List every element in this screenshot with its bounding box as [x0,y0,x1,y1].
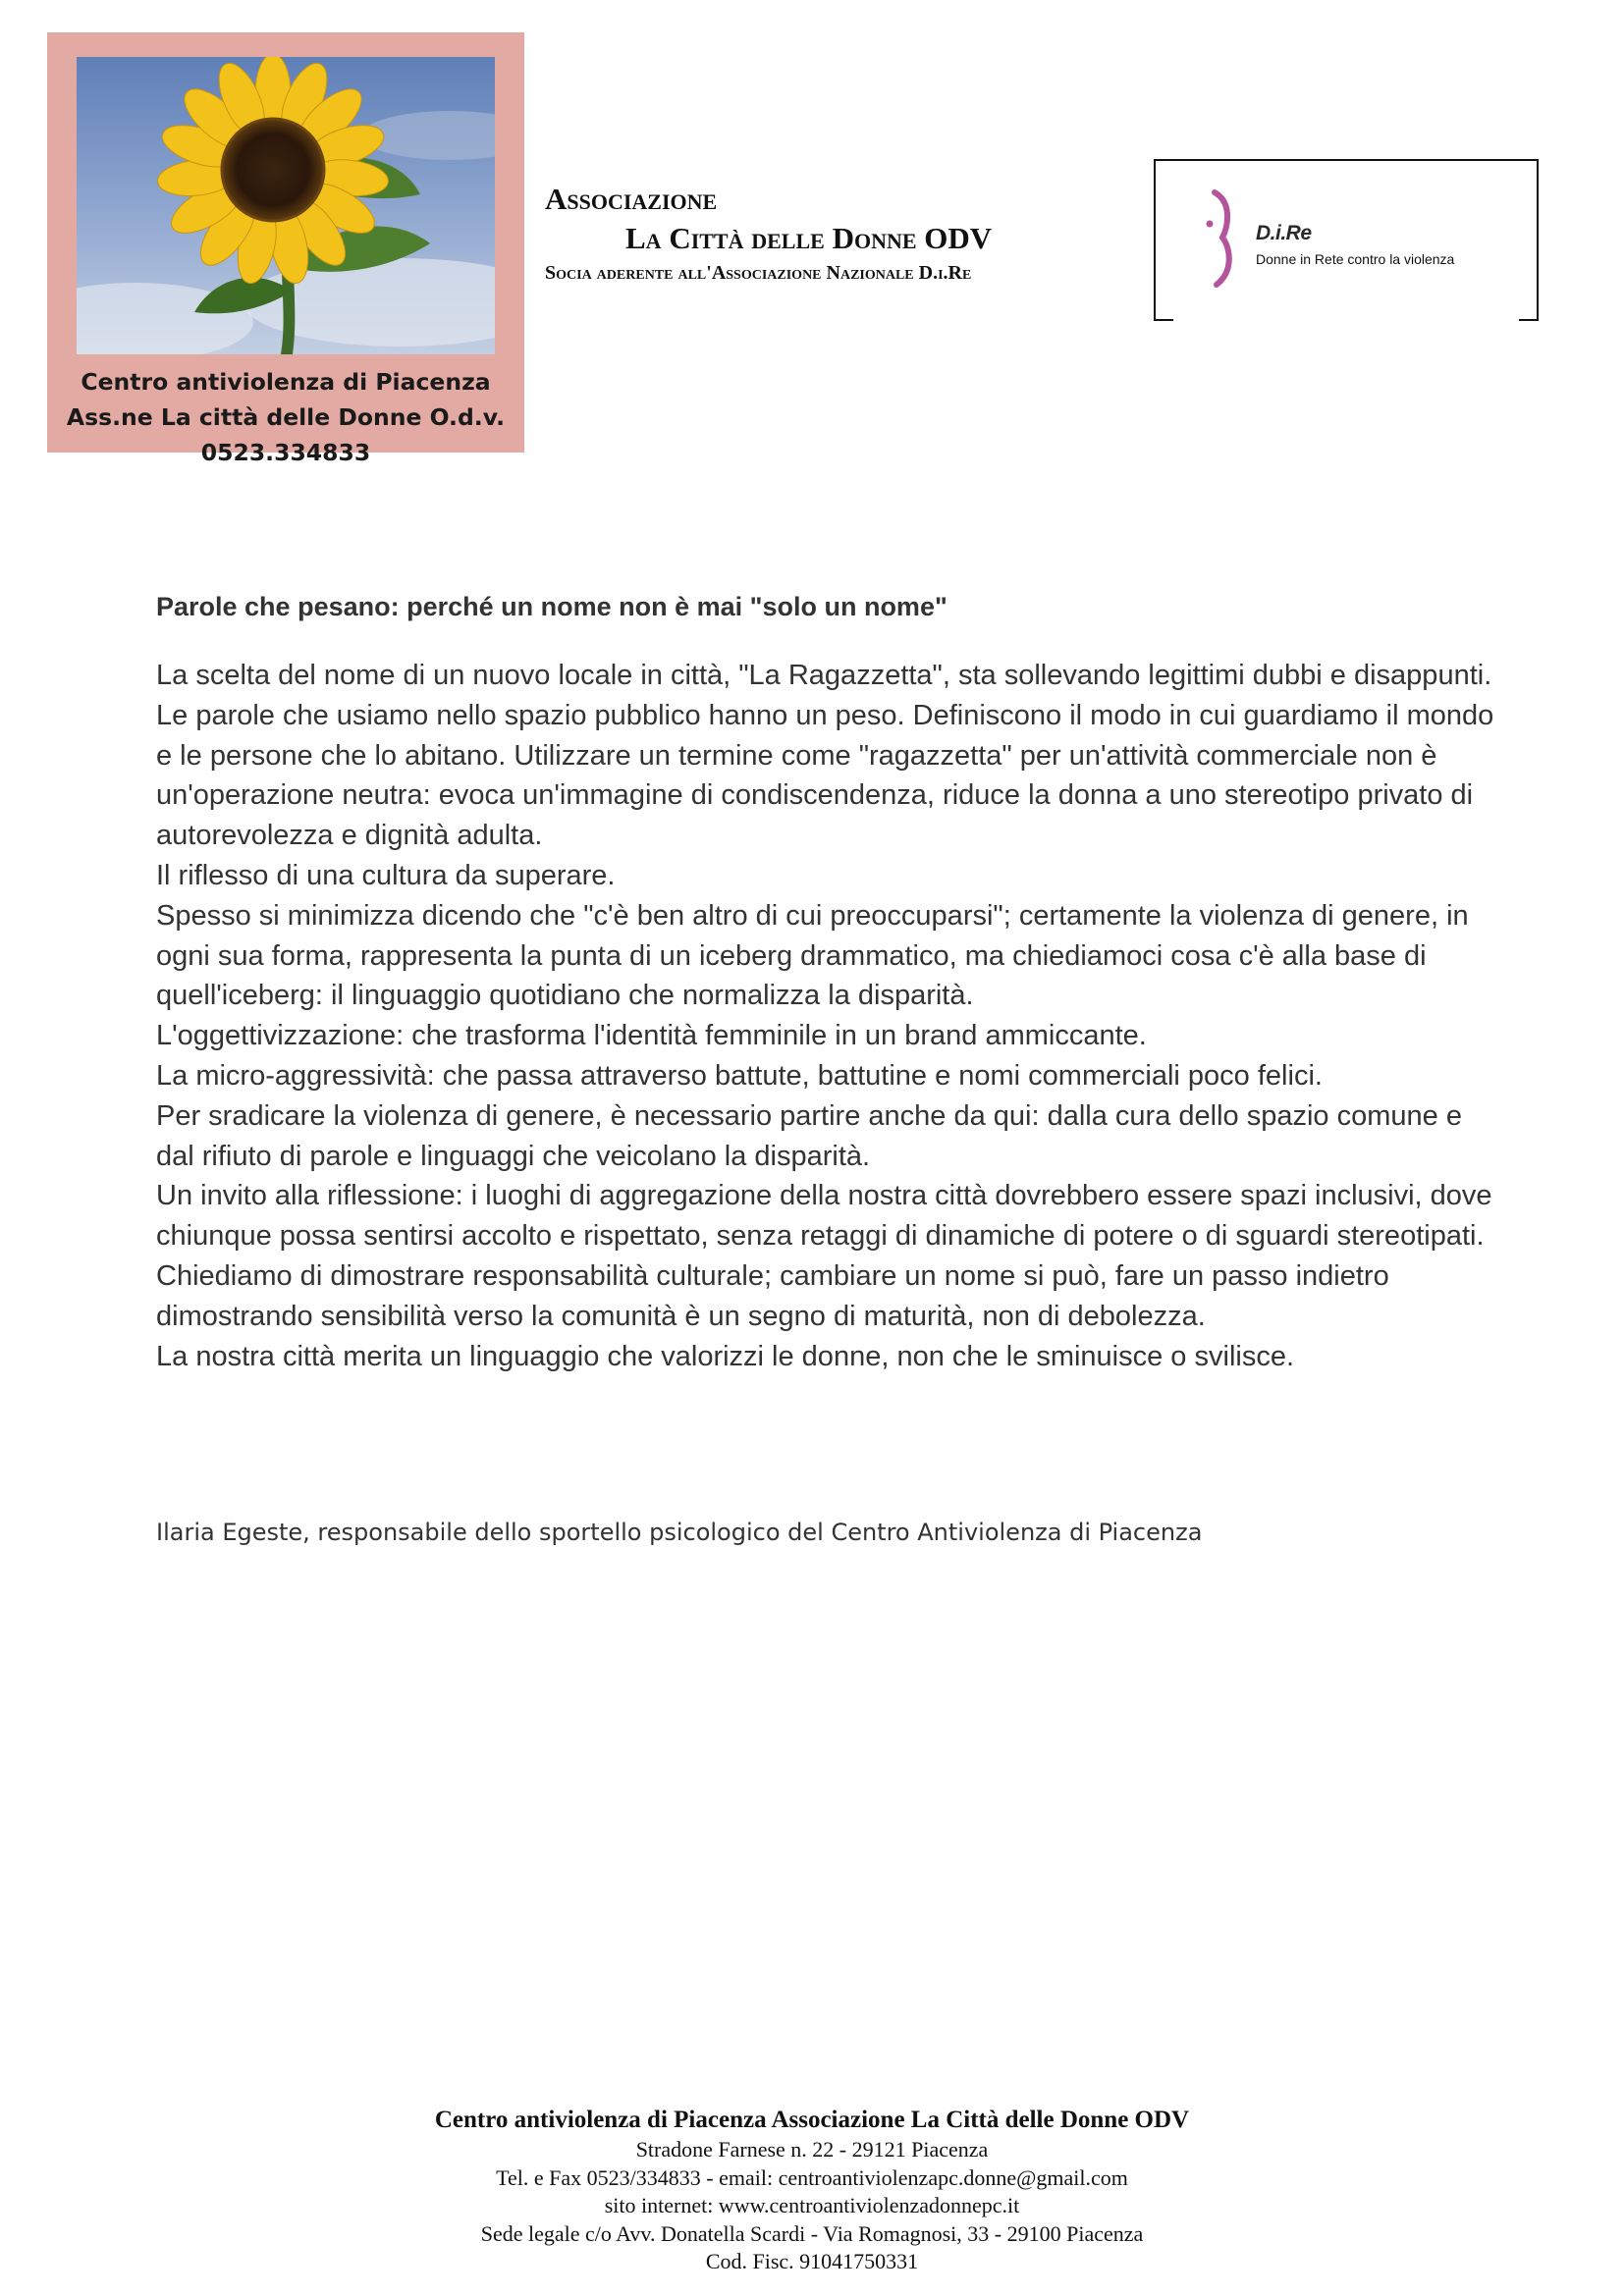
footer-tax-code: Cod. Fisc. 91041750331 [705,2249,919,2273]
footer-website: sito internet: www.centroantiviolenzadonnepc.it [604,2193,1020,2217]
dire-tagline: Donne in Rete contro la violenza [1256,251,1455,267]
article-paragraph: L'oggettivizzazione: che trasforma l'identità femminile in un brand ammiccante. [156,1020,1147,1052]
frame-corner [1519,319,1539,321]
dire-logo [1154,159,1539,321]
logo-caption-line: Ass.ne La città delle Donne O.d.v. [66,403,506,431]
footer-contacts: Tel. e Fax 0523/334833 - email: centroantiviolenzapc.donne@gmail.com [496,2164,1128,2190]
article-signature: Ilaria Egeste, responsabile dello sportello psicologico del Centro Antiviolenza di Piacenza [156,1519,1203,1546]
dire-bracket-icon [1205,187,1238,289]
association-heading [545,180,992,288]
article-paragraph: La micro-aggressività: che passa attraverso battute, battutine e nomi commerciali poco felici. [156,1059,1323,1092]
article-paragraph: Il riflesso di una cultura da superare. [156,859,616,891]
dire-name: D.i.Re [1256,222,1312,244]
article-paragraph: Un invito alla riflessione: i luoghi di aggregazione della nostra città dovrebbero essere spazi inclusivi, dove chiunque possa sentirsi accolto e rispettato, senza retaggi di dinamiche di potere o di sguardi stereotipati. [156,1180,1492,1253]
article-paragraph: La scelta del nome di un nuovo locale in città, "La Ragazzetta", sta sollevando legittimi dubbi e disappunti. Le parole che usiamo nello spazio pubblico hanno un peso. Definiscono il modo in cui guardiamo il mondo e le persone che lo abitano. Utilizzare un termine come "ragazzetta" per un'attività commerciale non è un'operazione neutra: evoca un'immagine di condiscendenza, riduce la donna a uno stereotipo privato di autorevolezza e dignità adulta. [156,660,1494,852]
logo-caption-line: Centro antiviolenza di Piacenza [81,368,491,396]
logo-caption-line: 0523.334833 [200,439,371,466]
association-name: La Città delle Donne ODV [625,221,993,255]
article-body [156,656,1496,1376]
footer-legal-seat: Sede legale c/o Avv. Donatella Scardi - Via Romagnosi, 33 - 29100 Piacenza [480,2220,1144,2246]
footer-title: Centro antiviolenza di Piacenza Associazione La Città delle Donne ODV [434,2107,1190,2133]
association-membership: Socia aderente all'Associazione Nazionale D.i.Re [545,262,972,284]
article-paragraph: Per sradicare la violenza di genere, è necessario partire anche da qui: dalla cura dello spazio comune e dal rifiuto di parole e linguaggi che veicolano la disparità. [156,1099,1462,1172]
sunflower-image [77,57,495,354]
logo-caption [47,364,524,470]
footer-address: Stradone Farnese n. 22 - 29121 Piacenza [635,2137,989,2162]
article-paragraph: Chiediamo di dimostrare responsabilità culturale; cambiare un nome si può, fare un passo indietro dimostrando sensibilità verso la comunità è un segno di maturità, non di debolezza. [156,1259,1389,1332]
page-footer [0,2105,1624,2276]
frame-corner [1154,319,1173,321]
article-title: Parole che pesano: perché un nome non è mai "solo un nome" [156,592,947,621]
centro-antiviolenza-logo [47,32,524,466]
association-line: Associazione [545,182,718,216]
article-paragraph: La nostra città merita un linguaggio che valorizzi le donne, non che le sminuisce o svilisce. [156,1340,1295,1372]
article-paragraph: Spesso si minimizza dicendo che "c'è ben altro di cui preoccuparsi"; certamente la violenza di genere, in ogni sua forma, rappresenta la punta di un iceberg drammatico, ma chiediamoci cosa c'è alla base di quell'iceberg: il linguaggio quotidiano che normalizza la disparità. [156,899,1469,1012]
